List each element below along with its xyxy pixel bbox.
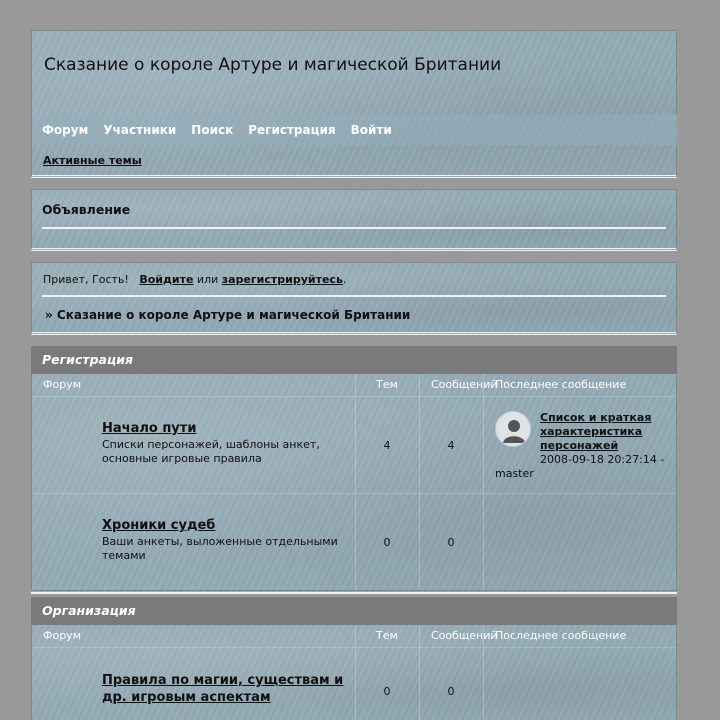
- welcome-line: [43, 273, 346, 286]
- column-header-last-post: Последнее сообщение: [495, 629, 627, 642]
- forum-description: Ваши анкеты, выложенные отдельными темами: [102, 535, 338, 562]
- or-text: или: [196, 273, 219, 286]
- nav-members[interactable]: Участники: [103, 123, 177, 137]
- column-header-forum: Форум: [43, 629, 81, 642]
- category-header-registration: Регистрация: [31, 346, 677, 374]
- announcement-panel: [31, 189, 677, 251]
- category-footer: [31, 590, 677, 594]
- column-header-posts: Сообщений: [431, 629, 498, 642]
- forum-title-link[interactable]: Хроники судеб: [102, 518, 216, 533]
- column-header-topics: Тем: [376, 378, 398, 391]
- column-header-topics: Тем: [376, 629, 398, 642]
- topic-count: 0: [383, 685, 391, 698]
- forum-title-link[interactable]: Начало пути: [102, 421, 197, 436]
- topic-count: 4: [383, 439, 391, 452]
- divider: [42, 227, 666, 229]
- category-body: [31, 625, 677, 720]
- column-header-last-post: Последнее сообщение: [495, 378, 627, 391]
- main-navigation: [32, 115, 678, 145]
- forum-description: Списки персонажей, шаблоны анкет, основные игровые правила: [102, 438, 320, 465]
- column-header-forum: Форум: [43, 378, 81, 391]
- post-count: 0: [447, 685, 455, 698]
- post-count: 0: [447, 536, 455, 549]
- category-header-organization: Организация: [31, 597, 677, 625]
- login-link[interactable]: Войдите: [139, 273, 194, 286]
- nav-search[interactable]: Поиск: [191, 123, 234, 137]
- topic-count: 0: [383, 536, 391, 549]
- board-header: [31, 30, 677, 178]
- category-body: [31, 374, 677, 591]
- user-silhouette-icon: [496, 412, 531, 447]
- last-post-author: master: [495, 467, 534, 480]
- forum-row: [32, 396, 676, 493]
- board-title: Сказание о короле Артуре и магической Британии: [44, 55, 502, 75]
- user-avatar: [495, 411, 531, 447]
- forum-row: [32, 647, 676, 720]
- nav-register[interactable]: Регистрация: [248, 123, 336, 137]
- guest-greeting: Привет, Гость!: [43, 273, 129, 286]
- column-header-posts: Сообщений: [431, 378, 498, 391]
- last-post-date: 2008-09-18 20:27:14 -: [540, 453, 665, 466]
- period: .: [342, 273, 347, 286]
- active-topics-link[interactable]: Активные темы: [43, 154, 142, 167]
- welcome-panel: [31, 262, 677, 335]
- nav-forum[interactable]: Форум: [42, 123, 89, 137]
- post-count: 4: [447, 439, 455, 452]
- announcement-title: Объявление: [42, 202, 131, 217]
- breadcrumb[interactable]: » Сказание о короле Артуре и магической Британии: [45, 308, 411, 322]
- forum-row: [32, 493, 676, 591]
- last-post-link[interactable]: Список и краткая характеристика персонажей: [540, 411, 652, 452]
- forum-title-link[interactable]: Правила по магии, существам и др. игровым аспектам: [102, 673, 344, 705]
- divider: [42, 295, 666, 297]
- nav-login[interactable]: Войти: [350, 123, 392, 137]
- register-link[interactable]: зарегистрируйтесь: [221, 273, 343, 286]
